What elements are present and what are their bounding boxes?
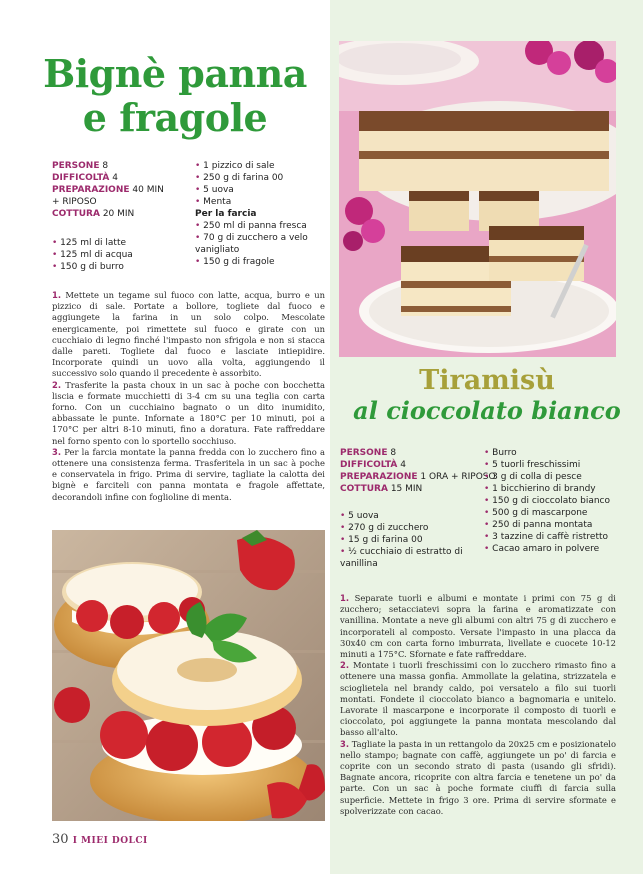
recipe-step: 2. Montate i tuorli freschissimi con lo zucchero rimasto fino a ottenere una massa gonfia. Ammollate la gelatina, strizzatela e scioglietela nel brandy caldo, poi versatelo a filo sui tuorli montati. Fondete il cioccolato bianco a bagnomaria e unitelo. Lavorate il mascarpone e incorporate il composto di tuorli e cioccolato, poi aggiungete la panna montata mescolando dal basso all'alto. bbox=[340, 660, 616, 738]
recipe-step: 2. Trasferite la pasta choux in un sac à poche con bocchetta liscia e formate mucchietti di 3-4 cm su una teglia con carta forno. Con un cucchiaino bagnato o un dito inumidito, abbassate le punte. Infornate a 180°C per 10 minuti, poi a 170°C per altri 8-10 minuti, fino a doratura. Fate raffreddare nel forno spento con lo sportello socchiuso. bbox=[52, 379, 325, 446]
ingredient-item: • 500 g di mascarpone bbox=[484, 507, 634, 519]
recipe1-info-left bbox=[52, 160, 187, 220]
ingredient-item: • 1 pizzico di sale bbox=[195, 160, 325, 172]
recipe1-preparazione: PREPARAZIONE 40 MIN bbox=[52, 185, 164, 195]
recipe-step: 3. Tagliate la pasta in un rettangolo da 20x25 cm e posizionatelo nello stampo; bagnate con caffè, aggiungete un po' di farcia e coprite con un secondo strato di pasta (usando gli sfridi). Bagnate ancora, ricoprite con altra farcia e tenetene un po' da parte. Con un sac à poche formate ciuffi di farcia sulla superficie. Mettete in frigo 3 ore. Prima di servire sformate e spolverizzate con cacao. bbox=[340, 738, 616, 816]
ingredient-item: • 5 tuorli freschissimi bbox=[484, 459, 634, 471]
recipe1-persone: PERSONE 8 bbox=[52, 161, 109, 171]
recipe2-info-left bbox=[340, 447, 496, 495]
ingredient-item: • 150 g di fragole bbox=[195, 256, 325, 268]
tiramisu-illustration bbox=[339, 41, 616, 357]
ingredient-item: • 250 di panna montata bbox=[484, 519, 634, 531]
tiramisu-photo bbox=[339, 41, 616, 357]
ingredient-item: • 125 ml di acqua bbox=[52, 249, 187, 261]
recipe1-title-line2: e fragole bbox=[82, 95, 268, 140]
recipe2-steps bbox=[340, 593, 616, 817]
recipe1-cottura: COTTURA 20 MIN bbox=[52, 209, 135, 219]
recipe1-riposo: + RIPOSO bbox=[52, 197, 97, 207]
recipe2-persone: PERSONE 8 bbox=[340, 448, 397, 458]
ingredient-item: • Cacao amaro in polvere bbox=[484, 543, 634, 555]
bigne-illustration bbox=[52, 530, 325, 821]
recipe1-ingredients-right bbox=[195, 160, 325, 268]
recipe2-title-line2: al cioccolato bianco bbox=[353, 396, 621, 425]
recipe-step: 1. Mettete un tegame sul fuoco con latte, acqua, burro e un pizzico di sale. Portate a bollore, togliete dal fuoco e aggiungete la farina in un solo colpo. Mescolate energicamente, poi rimettete sul fuoco e girate con un cucchiaio di legno finché l'impasto non sfrigola e non si stacca dalle pareti. Togliete dal fuoco e lasciate intiepidire. Incorporate quindi un uovo alla volta, aggiungendo il successivo solo quando il precedente è assorbito. bbox=[52, 290, 326, 379]
magazine-name: I MIEI DOLCI bbox=[72, 836, 148, 846]
recipe1-ingredients-left bbox=[52, 237, 187, 273]
ingredient-item: • 150 g di cioccolato bianco bbox=[484, 495, 634, 507]
recipe-step: 3. Per la farcia montate la panna fredda con lo zucchero fino a ottenere una consistenza ferma. Trasferitela in un sac à poche e conservatela in frigo. Prima di servire, tagliate la calotta dei bignè e farciteli con panna montata e fragole affettate, decorandoli infine con foglioline di menta. bbox=[52, 446, 325, 502]
ingredient-item: • 70 g di zucchero a velo vanigliato bbox=[195, 232, 325, 256]
ingredient-item: • 3 g di colla di pesce bbox=[484, 471, 634, 483]
bigne-photo bbox=[52, 530, 325, 821]
recipe2-preparazione: PREPARAZIONE 1 ORA + RIPOSO bbox=[340, 472, 496, 482]
ingredient-item: • 5 uova bbox=[340, 510, 480, 522]
recipe2-title-line1: Tiramisù bbox=[419, 365, 555, 396]
ingredient-item: • 1 bicchierino di brandy bbox=[484, 483, 634, 495]
recipe2-cottura: COTTURA 15 MIN bbox=[340, 484, 423, 494]
ingredient-item: • 15 g di farina 00 bbox=[340, 534, 480, 546]
recipe2-difficolta: DIFFICOLTÀ 4 bbox=[340, 460, 406, 470]
recipe1-title bbox=[40, 52, 310, 140]
recipe1-steps bbox=[52, 290, 325, 503]
ingredient-item: • 270 g di zucchero bbox=[340, 522, 480, 534]
farcia-header: Per la farcia bbox=[195, 209, 257, 219]
ingredient-item: • Burro bbox=[484, 447, 634, 459]
ingredient-item: • 125 ml di latte bbox=[52, 237, 187, 249]
ingredient-item: • 250 g di farina 00 bbox=[195, 172, 325, 184]
page-number: 30 bbox=[52, 832, 69, 847]
recipe2-ingredients-right bbox=[484, 447, 634, 555]
page-footer bbox=[52, 832, 148, 847]
ingredient-item: • Menta bbox=[195, 196, 325, 208]
recipe-step: 1. Separate tuorli e albumi e montate i primi con 75 g di zucchero; setacciatevi sopra la farina e aromatizzate con vanillina. Montate a neve gli albumi con altri 75 g di zucchero e incorporateli al composto. Versate l'impasto in una placca da 30x40 cm con carta forno imburrata, livellate e cuocete 10-12 minuti a 175°C. Sfornate e fate raffreddare. bbox=[340, 593, 616, 660]
ingredient-item: • 150 g di burro bbox=[52, 261, 187, 273]
ingredient-item: • 5 uova bbox=[195, 184, 325, 196]
recipe1-title-line1: Bignè panna bbox=[43, 51, 307, 96]
ingredient-item: • ½ cucchiaio di estratto di vanillina bbox=[340, 546, 480, 570]
ingredient-item: • 3 tazzine di caffè ristretto bbox=[484, 531, 634, 543]
recipe2-ingredients-left bbox=[340, 510, 480, 570]
ingredient-item: • 250 ml di panna fresca bbox=[195, 220, 325, 232]
recipe1-difficolta: DIFFICOLTÀ 4 bbox=[52, 173, 118, 183]
